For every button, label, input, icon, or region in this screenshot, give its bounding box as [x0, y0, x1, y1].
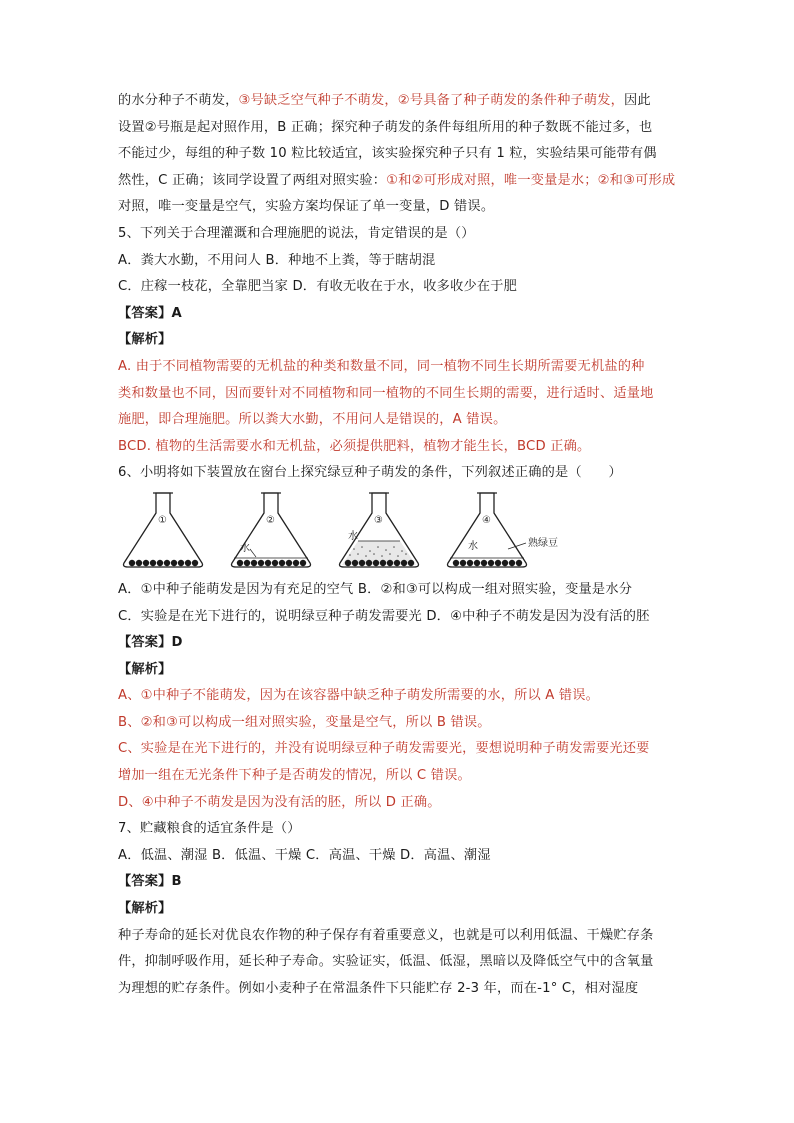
question-7-stem: 7、贮藏粮食的适宜条件是（） [118, 821, 301, 837]
question-7-options: A．低温、潮湿 B．低温、干燥 C．高温、干燥 D．高温、潮湿 [118, 847, 491, 863]
question-6-analysis: 增加一组在无光条件下种子是否萌发的情况，所以 C 错误。 [118, 768, 471, 784]
question-5-analysis: A. 由于不同植物需要的无机盐的种类和数量不同，同一植物不同生长期所需要无机盐的种 [118, 358, 645, 374]
question-7-analysis: 种子寿命的延长对优良农作物的种子保存有着重要意义，也就是可以利用低温、干燥贮存条 [118, 927, 654, 943]
question-7-analysis: 为理想的贮存条件。例如小麦种子在常温条件下只能贮存 2-3 年，而在-1° C，相对湿度 [118, 980, 639, 996]
question-5-analysis-label: 【解析】 [118, 332, 172, 348]
document-page [118, 88, 678, 1002]
question-7-analysis: 件，抑制呼吸作用，延长种子寿命。实验证实，低温、低湿，黑暗以及降低空气中的含氧量 [118, 954, 654, 970]
question-5-options-ab: A．粪大水勤，不用问人 B．种地不上粪，等于瞎胡混 [118, 252, 436, 268]
water-label: 水 [240, 542, 250, 554]
flask-diagram [118, 489, 678, 577]
question-7-analysis-label: 【解析】 [118, 901, 172, 917]
flask-experiment-figure [118, 489, 678, 577]
paragraph-line: 的水分种子不萌发，③号缺乏空气种子不萌发，②号具备了种子萌发的条件种子萌发，因此 [118, 93, 651, 108]
paragraph-line: 不能过少，每组的种子数 10 粒比较适宜，该实验探究种子只有 1 粒，实验结果可能带有偶 [118, 146, 657, 162]
question-5-answer: 【答案】A [118, 305, 182, 321]
flask-2-label: ② [266, 514, 275, 526]
question-5-analysis: 施肥，即合理施肥。所以粪大水勤，不用问人是错误的，A 错误。 [118, 412, 507, 428]
question-5-analysis: 类和数量也不同，因而要针对不同植物和同一植物的不同生长期的需要，进行适时、适量地 [118, 385, 654, 401]
question-6-analysis: D、④中种子不萌发是因为没有活的胚，所以 D 正确。 [118, 794, 441, 810]
flask-4-label: ④ [482, 514, 491, 526]
question-5-options-cd: C．庄稼一枝花，全靠肥当家 D．有收无收在于水，收多收少在于肥 [118, 279, 518, 295]
question-6-options-ab: A．①中种子能萌发是因为有充足的空气 B．②和③可以构成一组对照实验，变量是水分 [118, 581, 633, 597]
question-6-answer: 【答案】D [118, 635, 183, 651]
flask-3 [340, 493, 419, 567]
highlighted-text: ①和②可形成对照，唯一变量是水；②和③可形成 [386, 172, 676, 188]
question-6-stem: 6、小明将如下装置放在窗台上探究绿豆种子萌发的条件，下列叙述正确的是（ ） [118, 465, 622, 481]
flask-3-label: ③ [374, 514, 383, 526]
paragraph-line: 对照，唯一变量是空气，实验方案均保证了单一变量，D 错误。 [118, 199, 495, 215]
cooked-beans-label: 熟绿豆 [528, 537, 558, 549]
question-6-options-cd: C．实验是在光下进行的，说明绿豆种子萌发需要光 D．④中种子不萌发是因为没有活的胚 [118, 608, 650, 624]
question-6-analysis: B、②和③可以构成一组对照实验，变量是空气，所以 B 错误。 [118, 714, 491, 730]
question-5-analysis: BCD. 植物的生活需要水和无机盐，必须提供肥料，植物才能生长，BCD 正确。 [118, 438, 591, 454]
flask-1 [124, 493, 203, 567]
paragraph-line: 然性，C 正确；该同学设置了两组对照实验：①和②可形成对照，唯一变量是水；②和③可形成 [118, 172, 676, 188]
flask-1-label: ① [158, 514, 167, 526]
water-label: 水 [468, 540, 478, 552]
highlighted-text: ③号缺乏空气种子不萌发，②号具备了种子萌发的条件种子萌发， [238, 93, 625, 108]
question-6-analysis: C、实验是在光下进行的，并没有说明绿豆种子萌发需要光，要想说明种子萌发需要光还要 [118, 741, 650, 757]
question-6-analysis: A、①中种子不能萌发，因为在该容器中缺乏种子萌发所需要的水，所以 A 错误。 [118, 688, 600, 704]
flask-2 [232, 493, 311, 567]
question-6-analysis-label: 【解析】 [118, 661, 172, 677]
flask-4 [448, 493, 559, 567]
water-label: 水 [348, 530, 358, 542]
question-5-stem: 5、下列关于合理灌溉和合理施肥的说法，肯定错误的是（） [118, 225, 475, 241]
question-7-answer: 【答案】B [118, 874, 182, 890]
paragraph-line: 设置②号瓶是起对照作用，B 正确；探究种子萌发的条件每组所用的种子数既不能过多，也 [118, 119, 653, 135]
